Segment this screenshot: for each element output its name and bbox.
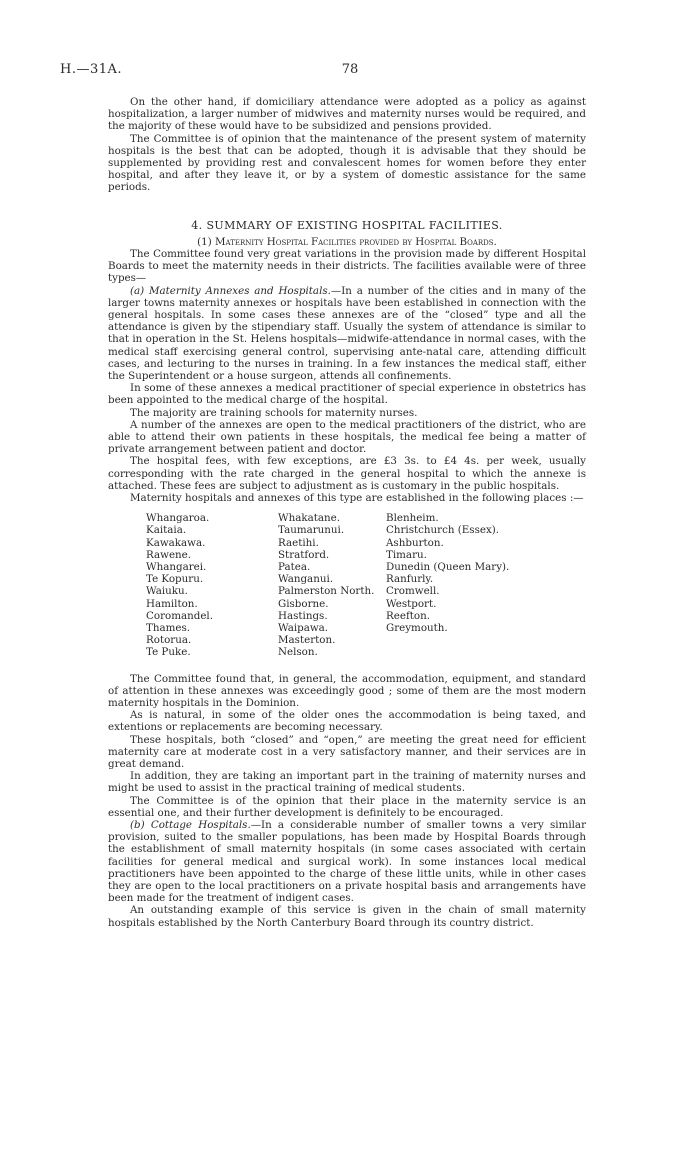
place-item: Waiuku. <box>146 585 188 598</box>
places-list <box>146 512 586 658</box>
place-item: Te Kopuru. <box>146 573 204 586</box>
page-body <box>108 96 586 929</box>
places-column-3 <box>386 512 546 658</box>
paragraph: A number of the annexes are open to the medical practitioners of the district, who are able to attend their own patients in these hospitals, the medical fee being a matter of private arrangement between patient and doctor. <box>108 418 586 456</box>
place-item: Gisborne. <box>278 597 329 610</box>
place-item: Ranfurly. <box>386 573 434 586</box>
place-item: Westport. <box>386 597 437 610</box>
place-item: Waipawa. <box>278 621 329 634</box>
paragraph <box>108 819 586 904</box>
place-item: Whangaroa. <box>146 512 210 525</box>
paragraph: The majority are training schools for maternity nurses. <box>130 406 418 419</box>
paragraph: An outstanding example of this service is given in the chain of small maternity hospitals established by the North Canterbury Board through its country district. <box>108 904 586 929</box>
place-item: Te Puke. <box>146 646 191 659</box>
place-item: Coromandel. <box>146 609 213 622</box>
places-column-1 <box>146 512 278 658</box>
page-header <box>60 62 640 80</box>
place-item: Rawene. <box>146 548 192 561</box>
paragraph: The Committee found very great variations in the provision made by different Hospital Boards to meet the maternity needs in their districts. The facilities available were of three types— <box>108 248 586 285</box>
paragraph: In some of these annexes a medical practitioner of special experience in obstetrics has been appointed to the medical charge of the hospital. <box>108 382 586 407</box>
paragraph-text: —In a considerable number of smaller towns a very similar provision, suited to the smaller populations, has been made by Hospital Boards through the establishment of small maternity hospitals (in some cases associated with certain facilities for general medical and surgical work). In some instances local medical practitioners have been appointed to the charge of these little units, while in other cases they are open to the local practitioners on a private hospital basis and arrangements have been made for the treatment of indigent cases. <box>108 818 586 905</box>
place-item: Masterton. <box>278 634 336 647</box>
paragraph: The Committee is of the opinion that their place in the maternity service is an essential one, and their further development is definitely to be encouraged. <box>108 794 586 819</box>
paragraph-label: (b) Cottage Hospitals. <box>130 818 251 831</box>
document-code: H.—31A. <box>60 62 123 77</box>
place-item: Timaru. <box>386 548 427 561</box>
place-item: Kawakawa. <box>146 536 206 549</box>
paragraph <box>108 285 586 383</box>
place-item: Patea. <box>278 561 311 574</box>
place-item: Hastings. <box>278 609 328 622</box>
paragraph-text: —In a number of the cities and in many of the larger towns maternity annexes or hospitals have been established in connection with the general hospitals. In some cases these annexes are of the “closed” type and all the attendance is given by the stipendiary staff. Usually the system of attendance is similar to that in operation in the St. Helens hospitals—midwife-attendance in normal cases, with the medical staff exercising general control, supervising ante-natal care, attending difficult cases, and lecturing to the nurses in training. In a few instances the medical staff, either the Superintendent or a house surgeon, attends all confinements. <box>108 284 586 383</box>
place-item: Blenheim. <box>386 512 439 525</box>
place-item: Palmerston North. <box>278 585 375 598</box>
place-item: Wanganui. <box>278 573 334 586</box>
paragraph: The Committee is of opinion that the maintenance of the present system of maternity hospitals is the best that can be adopted, though it is advisable that they should be supplemented by providing rest and convalescent homes for women before they enter hospital, and after they leave it, or by a system of domestic assistance for the same periods. <box>108 132 586 194</box>
place-item: Thames. <box>146 621 191 634</box>
paragraph: The hospital fees, with few exceptions, are £3 3s. to £4 4s. per week, usually corresponding with the rate charged in the general hospital to which the annexe is attached. These fees are subject to adjustment as is customary in the public hospitals. <box>108 455 586 492</box>
place-item: Dunedin (Queen Mary). <box>386 561 510 574</box>
place-item: Hamilton. <box>146 597 198 610</box>
place-item: Raetihi. <box>278 536 319 549</box>
place-item: Stratford. <box>278 548 330 561</box>
place-item: Whangarei. <box>146 561 207 574</box>
place-item: Cromwell. <box>386 585 440 598</box>
paragraph-label: (a) Maternity Annexes and Hospitals. <box>130 284 331 297</box>
paragraph: These hospitals, both “closed” and “open,” are meeting the great need for efficient maternity care at moderate cost in a very satisfactory manner, and their services are in great demand. <box>108 733 586 770</box>
paragraph: On the other hand, if domiciliary attendance were adopted as a policy as against hospitalization, a larger number of midwives and maternity nurses would be required, and the majority of these would have to be subsidized and pensions provided. <box>108 96 586 133</box>
subheading-number: (1) <box>197 235 212 248</box>
place-item: Greymouth. <box>386 621 448 634</box>
page-number: 78 <box>341 62 359 77</box>
places-column-2 <box>278 512 386 658</box>
paragraph: As is natural, in some of the older ones the accommodation is being taxed, and extentions or replacements are becoming necessary. <box>108 709 586 734</box>
place-item: Whakatane. <box>278 512 341 525</box>
section-subheading <box>108 236 586 248</box>
place-item: Ashburton. <box>386 536 444 549</box>
section-heading: 4. SUMMARY OF EXISTING HOSPITAL FACILITIES. <box>191 218 503 232</box>
place-item: Rotorua. <box>146 634 192 647</box>
place-item: Taumarunui. <box>278 524 345 537</box>
subheading-text: Maternity Hospital Facilities provided by Hospital Boards. <box>215 235 497 248</box>
place-item: Nelson. <box>278 646 318 659</box>
paragraph: The Committee found that, in general, the accommodation, equipment, and standard of attention in these annexes was exceedingly good ; some of them are the most modern maternity hospitals in the Dominion. <box>108 672 586 709</box>
place-item: Kaitaia. <box>146 524 187 537</box>
place-item: Christchurch (Essex). <box>386 524 500 537</box>
place-item: Reefton. <box>386 609 430 622</box>
paragraph: In addition, they are taking an important part in the training of maternity nurses and might be used to assist in the practical training of medical students. <box>108 770 586 795</box>
paragraph: Maternity hospitals and annexes of this type are established in the following places :— <box>130 492 584 505</box>
